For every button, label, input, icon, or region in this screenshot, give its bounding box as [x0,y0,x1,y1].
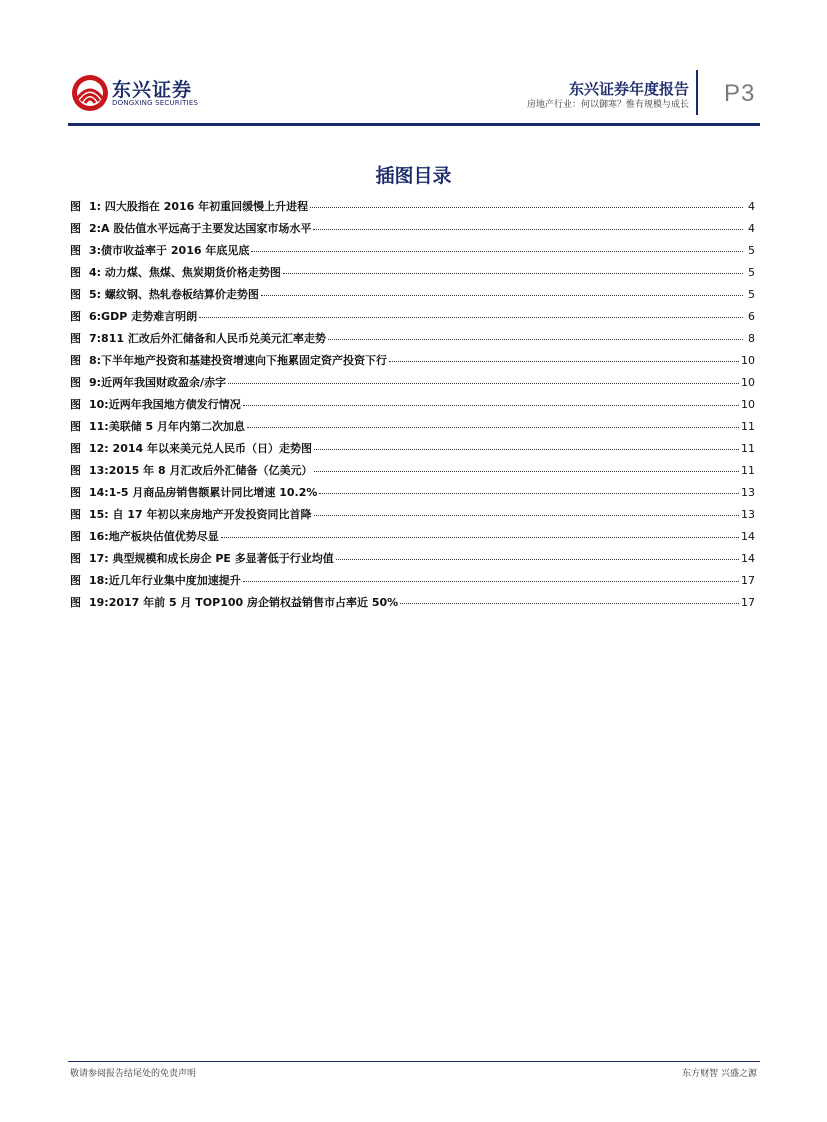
toc-entry-title: 5: 螺纹钢、热轧卷板结算价走势图 [89,288,259,301]
page-number: P3 [724,80,756,107]
toc-entry[interactable] [70,308,755,330]
toc-entry-label: 图 [70,596,81,609]
toc-entry[interactable] [70,220,755,242]
toc-leader-dots [389,360,739,362]
toc-leader-dots [251,250,743,252]
toc-entry-label: 图 [70,200,81,213]
toc-entry-title: 11:美联储 5 月年内第二次加息 [89,420,246,433]
toc-entry[interactable] [70,198,755,220]
header-divider [696,70,698,115]
toc-entry-page: 17 [741,574,755,587]
toc-leader-dots [243,404,739,406]
toc-entry-page: 13 [741,486,755,499]
toc-entry-page: 10 [741,376,755,389]
company-logo [70,73,210,113]
toc-entry-page: 11 [741,442,755,455]
toc-entry[interactable] [70,374,755,396]
toc-leader-dots [228,382,739,384]
toc-entry[interactable] [70,330,755,352]
figure-list [70,198,755,616]
toc-entry-page: 14 [741,552,755,565]
toc-entry-title: 13:2015 年 8 月汇改后外汇储备（亿美元） [89,464,313,477]
toc-entry[interactable] [70,396,755,418]
toc-leader-dots [221,536,739,538]
toc-entry-label: 图 [70,310,81,323]
toc-leader-dots [261,294,743,296]
toc-entry-label: 图 [70,222,81,235]
toc-entry-title: 1: 四大股指在 2016 年初重回缓慢上升进程 [89,200,309,213]
toc-leader-dots [199,316,743,318]
toc-entry-label: 图 [70,552,81,565]
footer-rule [68,1061,760,1062]
toc-entry-page: 13 [741,508,755,521]
toc-entry-page: 11 [741,464,755,477]
footer-disclaimer: 敬请参阅报告结尾处的免责声明 [70,1069,197,1079]
toc-entry[interactable] [70,528,755,550]
toc-entry-page: 6 [748,310,755,323]
toc-entry-title: 17: 典型规模和成长房企 PE 多显著低于行业均值 [89,552,334,565]
toc-entry-label: 图 [70,530,81,543]
toc-entry-title: 19:2017 年前 5 月 TOP100 房企销权益销售市占率近 50% [89,596,399,609]
toc-entry-page: 4 [748,222,755,235]
toc-entry-page: 14 [741,530,755,543]
toc-entry-title: 18:近几年行业集中度加速提升 [89,574,241,587]
toc-entry-page: 5 [748,288,755,301]
toc-leader-dots [243,580,739,582]
toc-entry[interactable] [70,506,755,528]
report-title: 东兴证券年度报告 [568,80,689,98]
brand-name-en: DONGXING SECURITIES [112,99,199,107]
toc-entry[interactable] [70,286,755,308]
toc-entry-title: 14:1-5 月商品房销售额累计同比增速 10.2% [89,486,318,499]
toc-leader-dots [336,558,739,560]
toc-entry-label: 图 [70,288,81,301]
toc-leader-dots [314,470,739,472]
toc-leader-dots [319,492,739,494]
header-rule [68,123,760,126]
toc-entry-page: 5 [748,266,755,279]
footer-slogan: 东方财智 兴盛之源 [682,1069,757,1079]
toc-entry-page: 10 [741,354,755,367]
toc-leader-dots [314,448,739,450]
toc-leader-dots [310,206,743,208]
toc-entry-label: 图 [70,398,81,411]
toc-entry-page: 17 [741,596,755,609]
toc-entry-page: 11 [741,420,755,433]
toc-leader-dots [314,514,739,516]
toc-leader-dots [328,338,743,340]
toc-entry[interactable] [70,352,755,374]
toc-entry-label: 图 [70,244,81,257]
toc-entry-page: 5 [748,244,755,257]
report-subtitle: 房地产行业：何以御寒？惟有规模与成长 [526,100,689,110]
toc-entry[interactable] [70,550,755,572]
toc-entry-label: 图 [70,332,81,345]
toc-entry-title: 7:811 汇改后外汇储备和人民币兑美元汇率走势 [89,332,326,345]
toc-entry-page: 10 [741,398,755,411]
toc-title: 插图目录 [375,165,452,187]
dongxing-logo-icon [70,73,110,113]
toc-entry-label: 图 [70,266,81,279]
toc-entry[interactable] [70,594,755,616]
toc-entry[interactable] [70,264,755,286]
toc-leader-dots [313,228,743,230]
toc-entry-label: 图 [70,376,81,389]
toc-entry-title: 2:A 股估值水平远高于主要发达国家市场水平 [89,222,312,235]
toc-entry-label: 图 [70,354,81,367]
toc-entry[interactable] [70,440,755,462]
toc-entry-label: 图 [70,420,81,433]
toc-entry-label: 图 [70,442,81,455]
toc-entry-title: 10:近两年我国地方债发行情况 [89,398,241,411]
toc-entry-title: 4: 动力煤、焦煤、焦炭期货价格走势图 [89,266,281,279]
toc-entry[interactable] [70,418,755,440]
toc-entry-title: 15: 自 17 年初以来房地产开发投资同比首降 [89,508,312,521]
toc-entry-title: 9:近两年我国财政盈余/赤字 [89,376,227,389]
toc-entry-title: 12: 2014 年以来美元兑人民币（日）走势图 [89,442,312,455]
toc-entry[interactable] [70,572,755,594]
toc-entry-title: 8:下半年地产投资和基建投资增速向下拖累固定资产投资下行 [89,354,388,367]
toc-entry-label: 图 [70,464,81,477]
toc-leader-dots [247,426,739,428]
toc-leader-dots [400,602,739,604]
toc-entry-page: 4 [748,200,755,213]
toc-entry-title: 6:GDP 走势难言明朗 [89,310,198,323]
brand-name-cn: 东兴证券 [112,79,193,101]
toc-entry-page: 8 [748,332,755,345]
toc-leader-dots [283,272,743,274]
toc-entry-label: 图 [70,508,81,521]
toc-entry[interactable] [70,462,755,484]
toc-entry-label: 图 [70,574,81,587]
toc-entry-title: 3:债市收益率于 2016 年底见底 [89,244,250,257]
toc-entry[interactable] [70,484,755,506]
toc-entry[interactable] [70,242,755,264]
toc-entry-title: 16:地产板块估值优势尽显 [89,530,219,543]
toc-entry-label: 图 [70,486,81,499]
